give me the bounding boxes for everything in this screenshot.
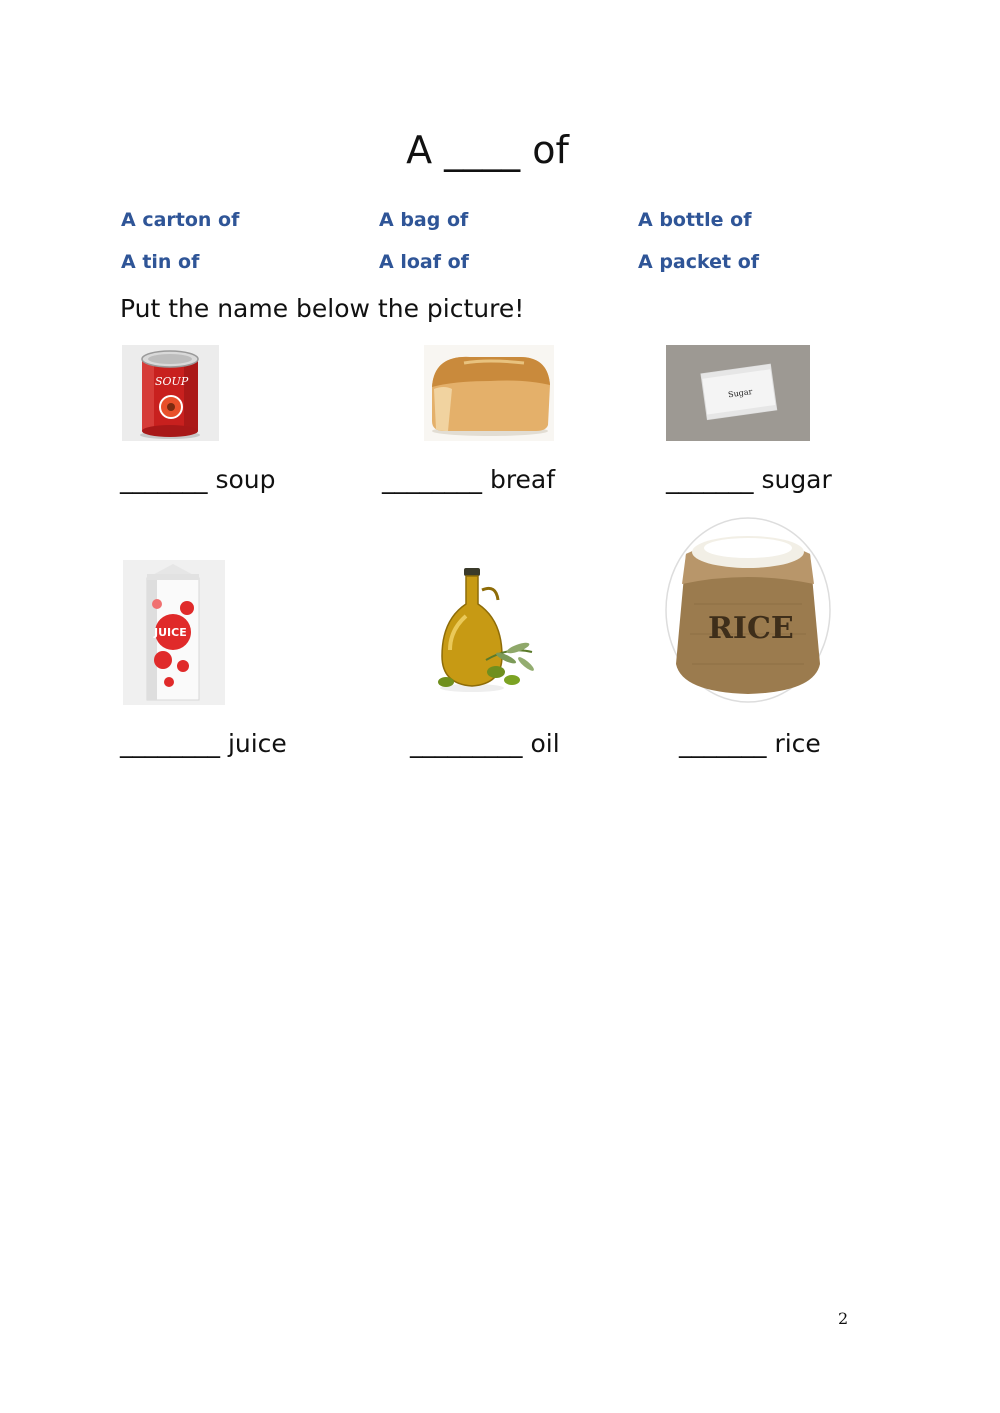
- rice-caption: _______ rice: [679, 729, 821, 758]
- page-number: 2: [838, 1309, 849, 1328]
- soup-can-label: SOUP: [155, 375, 189, 388]
- soup-caption: _______ soup: [120, 465, 276, 494]
- bread-caption: ________ breaf: [382, 465, 556, 494]
- worksheet-title: A ____ of: [406, 128, 569, 172]
- rice-bag-icon: [664, 514, 832, 704]
- choice-bottle: A bottle of: [638, 209, 752, 231]
- rice-bag-label: RICE: [708, 611, 794, 646]
- sugar-packet-label: Sugar: [727, 387, 753, 400]
- juice-caption: ________ juice: [120, 729, 287, 758]
- soup-can-icon: [122, 345, 219, 441]
- choice-bag: A bag of: [379, 209, 469, 231]
- oil-caption: _________ oil: [410, 729, 560, 758]
- oil-bottle-icon: [426, 560, 538, 700]
- instruction-text: Put the name below the picture!: [120, 294, 525, 323]
- bread-loaf-icon: [424, 345, 554, 441]
- juice-carton-icon: [123, 560, 225, 705]
- juice-carton-label: JUICE: [154, 626, 187, 639]
- choice-carton: A carton of: [121, 209, 240, 231]
- sugar-caption: _______ sugar: [666, 465, 832, 494]
- choice-loaf: A loaf of: [379, 251, 469, 273]
- choice-tin: A tin of: [121, 251, 200, 273]
- choice-packet: A packet of: [638, 251, 760, 273]
- sugar-packet-icon: [666, 345, 810, 441]
